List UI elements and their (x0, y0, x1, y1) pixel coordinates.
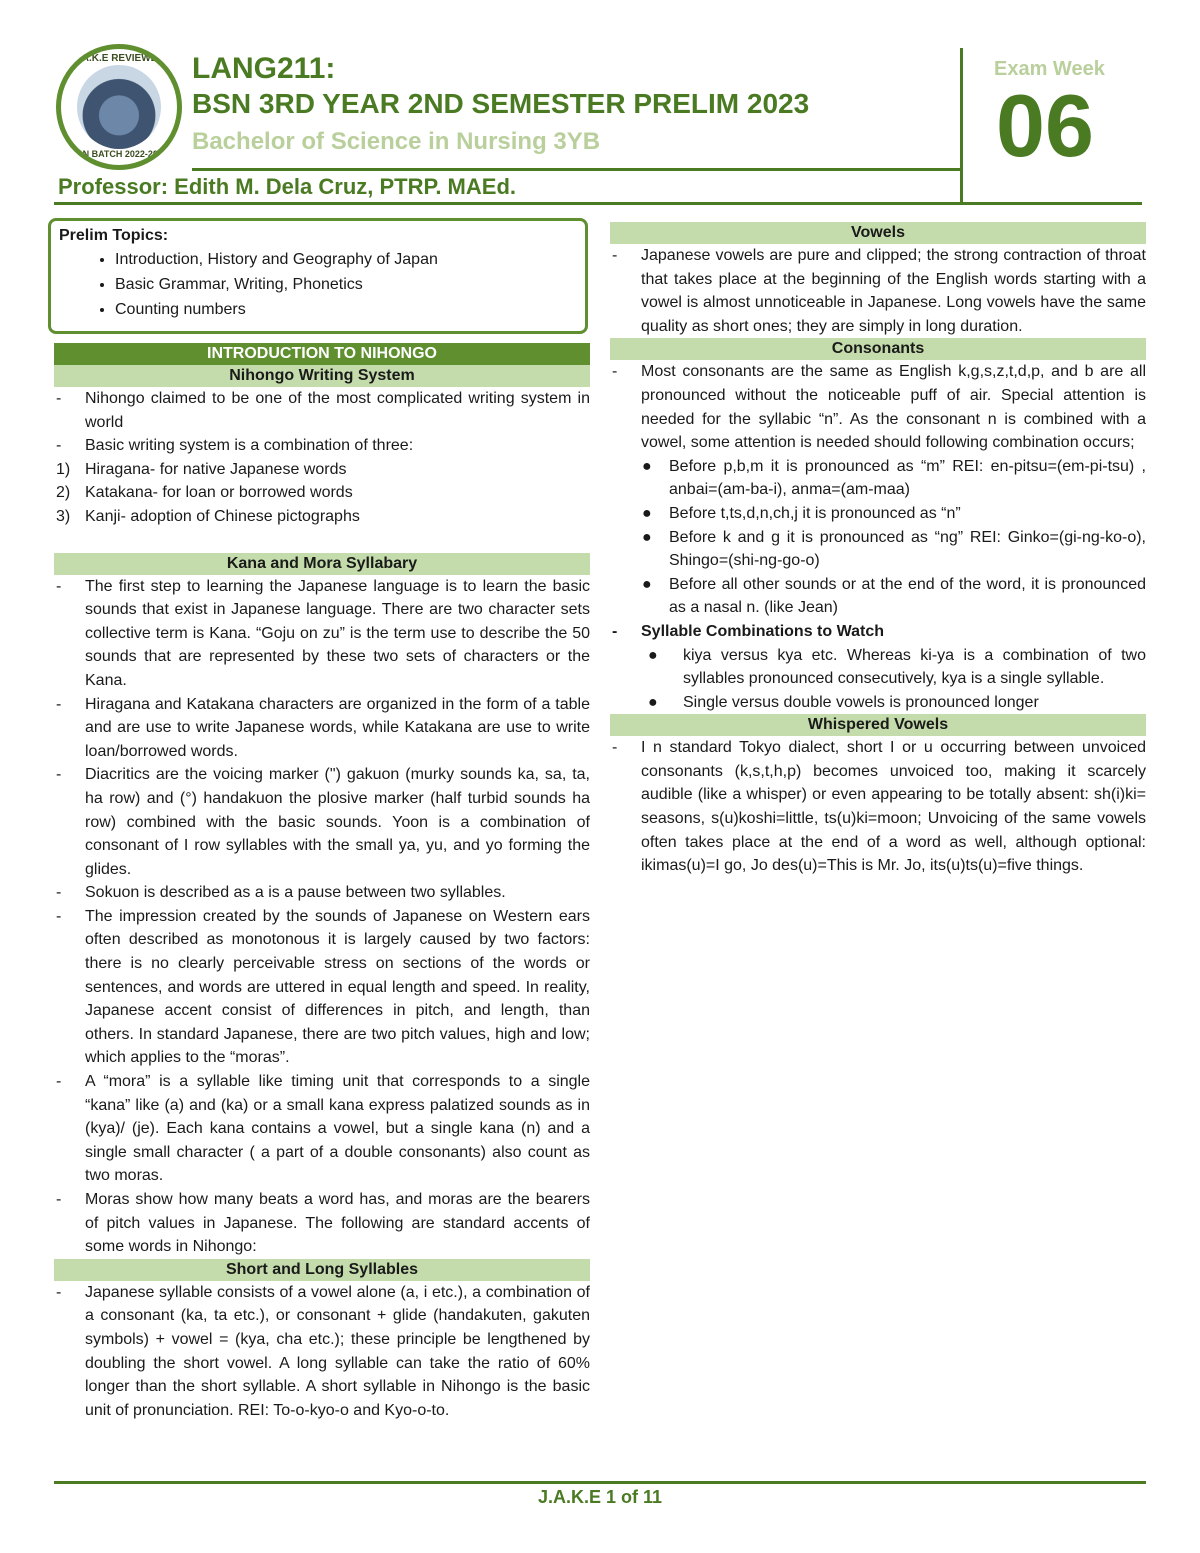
list-item (54, 458, 590, 482)
kana-header: Kana and Mora Syllabary (54, 553, 590, 575)
item-text: Hiragana- for native Japanese words (85, 460, 347, 478)
dash-marker: - (56, 390, 62, 407)
list-item (610, 736, 1146, 878)
item-text: Most consonants are the same as English k,g,s,z,t,d,p, and b are all pronounced without the noticeable puff of air. Special attention is needed for the syllabic “n”. As the consonant n is combined with a vowel, some attention is needed should following combination occurs; (641, 363, 1146, 452)
course-code: LANG211: (192, 52, 336, 85)
footer: J.A.K.E 1 of 11 (537, 1487, 663, 1507)
consonants-header: Consonants (610, 338, 1146, 360)
bullet-item (610, 573, 1146, 620)
topics-heading: Prelim Topics: (59, 227, 169, 244)
bullet-item (610, 455, 1146, 502)
item-text: Syllable Combinations to Watch (641, 622, 884, 640)
bullet-marker: ● (642, 457, 652, 475)
dash-marker: - (612, 622, 618, 640)
item-text: kiya versus kya etc. Whereas ki-ya is a combination of two syllables pronounced consecutively, kya is a single syllable. (683, 646, 1146, 688)
bullet-marker: ● (648, 646, 658, 664)
vowels-header: Vowels (610, 222, 1146, 244)
item-text: The impression created by the sounds of Japanese on Western ears often described as monotonous it is largely caused by two factors: there is no clearly perceivable stress on sections of the words or sentences, and words are uttered in equal length and speed. In reality, Japanese accent consist of differences in pitch, and length, than others. In standard Japanese, there are two pitch values, high and low; which applies to the “moras”. (85, 907, 590, 1067)
item-text: Before t,ts,d,n,ch,j it is pronounced as “n” (669, 504, 961, 522)
dash-marker: - (612, 739, 618, 757)
logo-bottom-text: BSN BATCH 2022-2023 (70, 149, 168, 159)
topic-item: • Counting numbers (115, 297, 577, 322)
dash-marker: - (612, 247, 618, 264)
list-item (54, 905, 590, 1070)
item-text: Moras show how many beats a word has, and moras are the bearers of pitch values in Japanese. The following are standard accents of some words in Nihongo: (85, 1191, 590, 1256)
logo-top-text: J.A.K.E REVIEWER (73, 53, 165, 64)
exam-week-number: 06 (996, 76, 1094, 175)
list-item (54, 481, 590, 505)
dash-marker: - (56, 1073, 62, 1091)
dash-marker: - (56, 907, 62, 925)
footer-divider (54, 1481, 1146, 1484)
item-text: Diacritics are the voicing marker (") gakuon (murky sounds ka, sa, ta, ha row) and (°) handakuon the plosive marker (half turbid sounds ha row) combined with the basic sounds. Yoon is a combination of consonant of I row syllables with the small ya, yu, and yo forming the glides. (85, 766, 590, 878)
doc-title: BSN 3RD YEAR 2ND SEMESTER PRELIM 2023 (192, 88, 810, 119)
dash-marker: - (56, 766, 62, 784)
list-item (54, 1070, 590, 1188)
logo-photo (77, 65, 161, 149)
bullet-item (610, 526, 1146, 573)
bullet-marker: ● (648, 693, 658, 711)
dash-marker: - (56, 1283, 62, 1301)
topics-box (48, 218, 588, 334)
bullet-marker: ● (642, 528, 652, 546)
writing-header: Nihongo Writing System (54, 365, 590, 387)
list-item (54, 575, 590, 693)
bullet-marker: ● (642, 504, 652, 522)
spacer (54, 529, 590, 553)
item-text: A “mora” is a syllable like timing unit that corresponds to a single “kana” like (a) and (ka) or a small kana express palatized sounds as in (kya)/ (je). Each kana contains a vowel, but a single kana (n) and a single small character ( a part of a double consonants) also count as two moras. (85, 1073, 590, 1185)
topics-list (59, 247, 577, 322)
vertical-divider (960, 48, 963, 202)
header-divider (192, 168, 960, 171)
list-item (54, 763, 590, 881)
item-text: Sokuon is described as a is a pause between two syllables. (85, 884, 506, 902)
item-text: Before all other sounds or at the end of the word, it is pronounced as a nasal n. (like Jean) (669, 575, 1146, 617)
bullet-item (610, 502, 1146, 526)
item-text: Hiragana and Katakana characters are organized in the form of a table and are use to write Japanese words, while Katakana are use to write loan/borrowed words. (85, 695, 590, 760)
dash-marker: - (56, 437, 62, 455)
item-text: I n standard Tokyo dialect, short I or u occurring between unvoiced consonants (k,s,t,h,p) becomes unvoiced too, making it scarcely audible (like a whisper) or even appearing to be totally absent: sh(i)ki= seasons, s(u)koshi=little, ts(u)ki=moon; Unvoicing of the same vowels often takes place at the end of a word as well, although optional: ikimas(u)=I go, Jo des(u)=This is Mr. Jo, its(u)ts(u)=five things. (641, 739, 1146, 875)
bullet-item (610, 691, 1146, 715)
list-item (54, 387, 590, 434)
program-name: Bachelor of Science in Nursing 3YB (192, 128, 601, 155)
intro-header: INTRODUCTION TO NIHONGO (54, 343, 590, 365)
number-marker: 3) (56, 507, 71, 525)
bullet-item (610, 644, 1146, 691)
dash-marker: - (56, 577, 62, 595)
list-item (610, 244, 1146, 338)
logo (56, 44, 182, 170)
list-item (54, 1281, 590, 1423)
topic-item: • Basic Grammar, Writing, Phonetics (115, 272, 577, 297)
topic-item: • Introduction, History and Geography of Japan (115, 247, 577, 272)
item-text: Nihongo claimed to be one of the most complicated writing system in world (85, 390, 590, 431)
item-text: Japanese vowels are pure and clipped; the strong contraction of throat that takes place at the beginning of the English words starting with a vowel is almost unnoticeable in Japanese. Long vowels have the same quality as short ones; they are simply in long duration. (641, 247, 1146, 335)
list-item (54, 693, 590, 764)
right-column (610, 222, 1146, 878)
item-text: Before k and g it is pronounced as “ng” REI: Ginko=(gi-ng-ko-o), Shingo=(shi-ng-go-o) (669, 528, 1146, 570)
whispered-header: Whispered Vowels (610, 714, 1146, 736)
item-text: Kanji- adoption of Chinese pictographs (85, 507, 360, 525)
dash-marker: - (612, 363, 618, 381)
item-text: Single versus double vowels is pronounced longer (683, 693, 1039, 711)
item-text: Japanese syllable consists of a vowel alone (a, i etc.), a combination of a consonant (ka, ta etc.), or consonant + glide (handakuten, gakuten symbols) + vowel = (kya, cha etc.); these principle be lengthened by doubling the short vowel. A long syllable can take the ratio of 60% longer than the short syllable. A short syllable in Nihongo is the basic unit of pronunciation. REI: To-o-kyo-o and Kyo-o-to. (85, 1283, 590, 1419)
list-item (610, 360, 1146, 454)
list-item (54, 1188, 590, 1259)
dash-marker: - (56, 695, 62, 713)
item-text: Basic writing system is a combination of three: (85, 437, 414, 455)
professor: Professor: Edith M. Dela Cruz, PTRP. MAEd. (58, 174, 516, 199)
number-marker: 2) (56, 484, 71, 502)
professor-divider (54, 202, 1142, 205)
item-text: Before p,b,m it is pronounced as “m” REI: en-pitsu=(em-pi-tsu) , anbai=(am-ba-i), anma=(am-maa) (669, 457, 1146, 499)
exam-week-label: Exam Week (994, 58, 1105, 80)
left-column (54, 343, 590, 1422)
list-item (610, 620, 1146, 644)
dash-marker: - (56, 1191, 62, 1208)
list-item (54, 434, 590, 458)
item-text: The first step to learning the Japanese language is to learn the basic sounds that exist in Japanese language. There are two character sets collective term is Kana. “Goju on zu” is the term use to describe the 50 sounds that are represented by these two sets of characters or the Kana. (85, 577, 590, 689)
bullet-marker: ● (642, 575, 652, 593)
list-item (54, 881, 590, 905)
item-text: Katakana- for loan or borrowed words (85, 484, 353, 502)
short-long-header: Short and Long Syllables (54, 1259, 590, 1281)
dash-marker: - (56, 884, 62, 902)
list-item (54, 505, 590, 529)
number-marker: 1) (56, 460, 71, 478)
